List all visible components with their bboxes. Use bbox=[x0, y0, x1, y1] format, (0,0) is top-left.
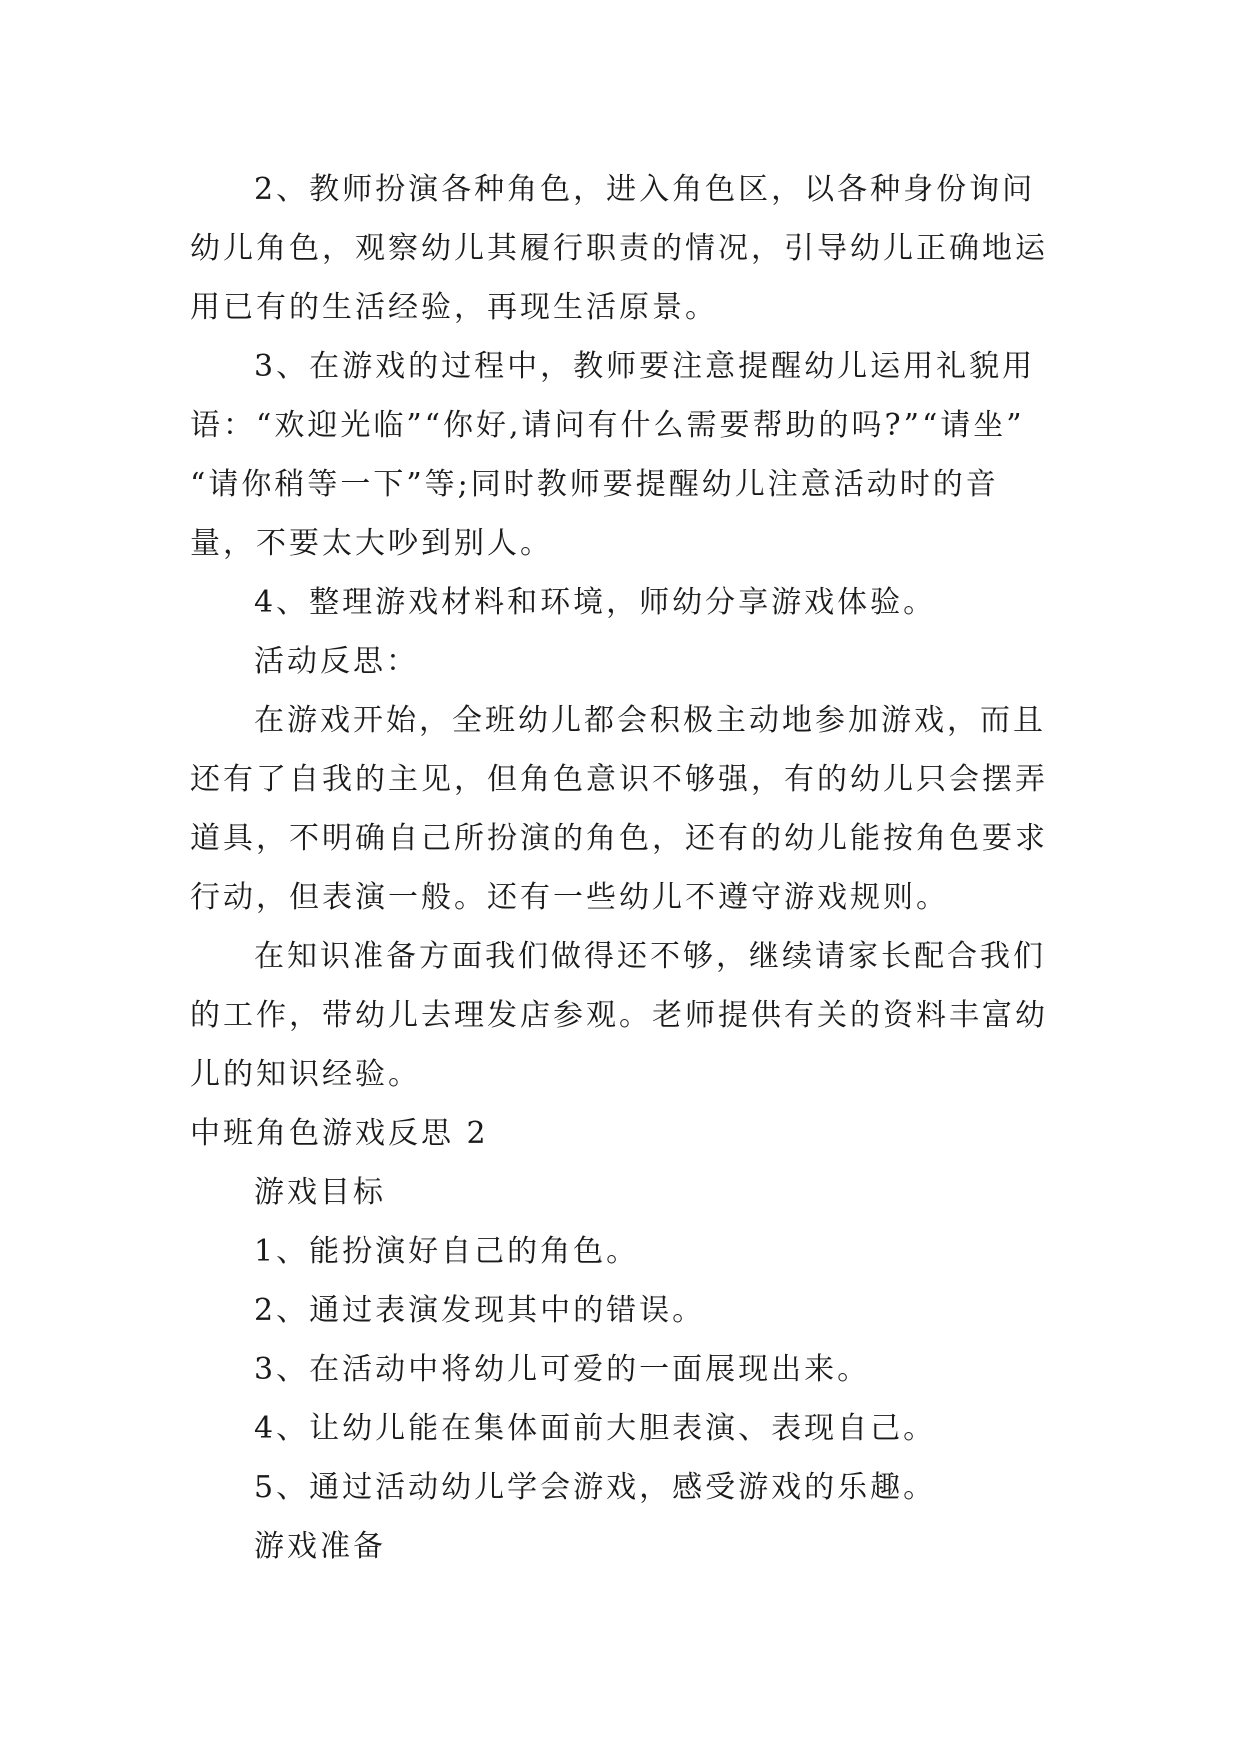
text-line: 语：“欢迎光临”“你好,请问有什么需要帮助的吗?”“请坐” bbox=[190, 408, 1025, 443]
goal-item: 1、能扮演好自己的角色。 bbox=[254, 1234, 640, 1269]
goal-item: 5、通过活动幼儿学会游戏，感受游戏的乐趣。 bbox=[254, 1470, 937, 1505]
text-line: 在知识准备方面我们做得还不够，继续请家长配合我们 bbox=[254, 939, 1046, 974]
goal-item: 2、通过表演发现其中的错误。 bbox=[254, 1293, 706, 1328]
text-line: 还有了自我的主见，但角色意识不够强，有的幼儿只会摆弄 bbox=[190, 762, 1048, 797]
text-line: 用已有的生活经验，再现生活原景。 bbox=[190, 290, 718, 325]
paragraph-reflection-2 bbox=[190, 927, 1050, 1104]
text-line: 3、在游戏的过程中，教师要注意提醒幼儿运用礼貌用 bbox=[254, 349, 1036, 384]
paragraph-reflection-1 bbox=[190, 691, 1050, 927]
paragraph-step-3 bbox=[190, 337, 1050, 573]
paragraph-step-2 bbox=[190, 160, 1050, 337]
paragraph-step-4 bbox=[190, 573, 1050, 632]
preparation-heading: 游戏准备 bbox=[254, 1529, 386, 1564]
text-line: “请你稍等一下”等;同时教师要提醒幼儿注意活动时的音 bbox=[190, 467, 999, 502]
text-line: 儿的知识经验。 bbox=[190, 1057, 421, 1092]
text-line: 道具，不明确自己所扮演的角色，还有的幼儿能按角色要求 bbox=[190, 821, 1048, 856]
activity-reflection-label bbox=[190, 632, 1050, 691]
text-line: 4、整理游戏材料和环境，师幼分享游戏体验。 bbox=[254, 585, 937, 620]
text-line: 量，不要太大吵到别人。 bbox=[190, 526, 553, 561]
text-line: 在游戏开始，全班幼儿都会积极主动地参加游戏，而且 bbox=[254, 703, 1046, 738]
text-line: 幼儿角色，观察幼儿其履行职责的情况，引导幼儿正确地运 bbox=[190, 231, 1048, 266]
text-line: 活动反思： bbox=[254, 644, 419, 679]
text-line: 的工作，带幼儿去理发店参观。老师提供有关的资料丰富幼 bbox=[190, 998, 1048, 1033]
document-body bbox=[190, 160, 1050, 1576]
goal-heading: 游戏目标 bbox=[254, 1175, 386, 1210]
goal-item: 3、在活动中将幼儿可爱的一面展现出来。 bbox=[254, 1352, 871, 1387]
text-line: 2、教师扮演各种角色，进入角色区，以各种身份询问 bbox=[254, 172, 1036, 207]
goal-item: 4、让幼儿能在集体面前大胆表演、表现自己。 bbox=[254, 1411, 937, 1446]
text-line: 行动，但表演一般。还有一些幼儿不遵守游戏规则。 bbox=[190, 880, 949, 915]
section-heading: 中班角色游戏反思 2 bbox=[190, 1116, 489, 1151]
